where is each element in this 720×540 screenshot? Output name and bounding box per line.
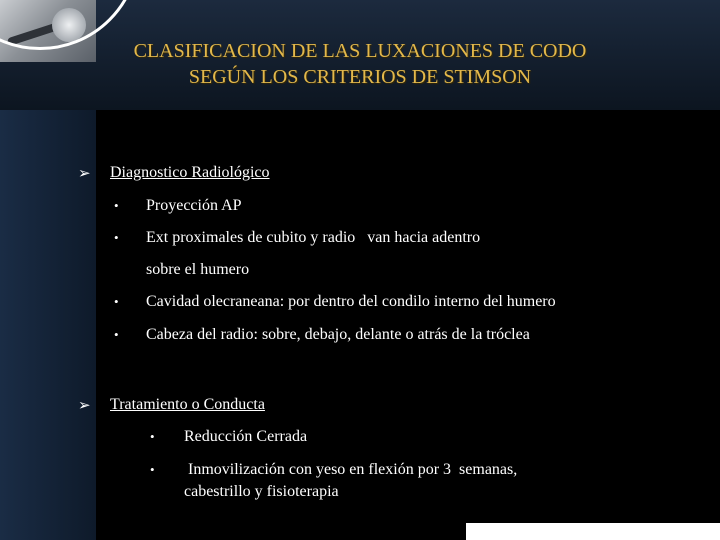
slide-title: [60, 38, 660, 90]
list-item: Ext proximales de cubito y radio van hacia adentro: [146, 229, 481, 246]
bullet-icon: •: [114, 198, 119, 213]
bullet-icon: •: [150, 429, 155, 444]
list-item-continuation: cabestrillo y fisioterapia: [184, 483, 339, 500]
section-heading-diagnostico: Diagnostico Radiológico: [110, 164, 270, 181]
title-line-1: CLASIFICACION DE LAS LUXACIONES DE CODO: [133, 40, 587, 62]
list-item: Inmovilización con yeso en flexión por 3 semanas,: [184, 461, 518, 478]
list-item: Reducción Cerrada: [184, 428, 308, 445]
bullet-icon: •: [114, 294, 119, 309]
list-item: Cavidad olecraneana: por dentro del condilo interno del humero: [146, 293, 556, 310]
list-item-continuation: sobre el humero: [146, 261, 250, 278]
section-heading-tratamiento: Tratamiento o Conducta: [110, 396, 265, 413]
bottom-accent-bar: [466, 523, 720, 540]
bullet-icon: •: [114, 230, 119, 245]
list-item: Proyección AP: [146, 197, 242, 214]
list-item: Cabeza del radio: sobre, debajo, delante o atrás de la tróclea: [146, 326, 530, 343]
title-line-2: SEGÚN LOS CRITERIOS DE STIMSON: [188, 66, 532, 88]
bullet-icon: •: [114, 327, 119, 342]
bullet-icon: •: [150, 462, 155, 477]
arrow-bullet-icon: ➢: [78, 164, 91, 182]
arrow-bullet-icon: ➢: [78, 396, 91, 414]
